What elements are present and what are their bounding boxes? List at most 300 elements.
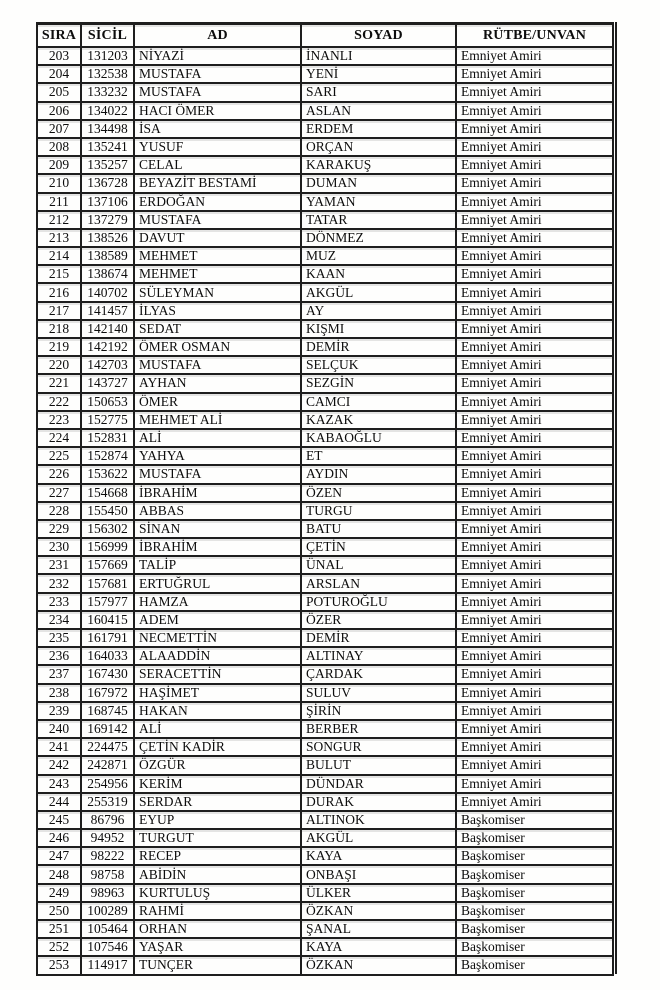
cell-soyad: KIŞMI (301, 320, 456, 338)
cell-sira: 237 (37, 665, 81, 683)
cell-rutbe-unvan: Emniyet Amiri (456, 374, 613, 392)
cell-ad: SÜLEYMAN (134, 283, 301, 301)
cell-sira: 212 (37, 211, 81, 229)
cell-ad: NECMETTİN (134, 629, 301, 647)
table-row (37, 320, 613, 338)
cell-rutbe-unvan: Başkomiser (456, 920, 613, 938)
cell-rutbe-unvan: Emniyet Amiri (456, 47, 613, 65)
cell-sira: 203 (37, 47, 81, 65)
table-row (37, 593, 613, 611)
cell-soyad: SULUV (301, 684, 456, 702)
table-row (37, 520, 613, 538)
cell-sicil: 135241 (81, 138, 134, 156)
cell-ad: SEDAT (134, 320, 301, 338)
table-row (37, 629, 613, 647)
cell-sicil: 255319 (81, 793, 134, 811)
cell-rutbe-unvan: Emniyet Amiri (456, 211, 613, 229)
cell-sicil: 137279 (81, 211, 134, 229)
table-row (37, 738, 613, 756)
cell-sira: 239 (37, 702, 81, 720)
cell-soyad: SELÇUK (301, 356, 456, 374)
table-row (37, 902, 613, 920)
cell-sicil: 135257 (81, 156, 134, 174)
table-row (37, 574, 613, 592)
cell-rutbe-unvan: Başkomiser (456, 956, 613, 974)
cell-sicil: 136728 (81, 174, 134, 192)
table-row (37, 465, 613, 483)
cell-sicil: 167430 (81, 665, 134, 683)
cell-ad: ALİ (134, 720, 301, 738)
cell-sicil: 137106 (81, 193, 134, 211)
cell-ad: İSA (134, 120, 301, 138)
header-sira: SIRA (37, 24, 81, 48)
cell-sicil: 156302 (81, 520, 134, 538)
cell-sicil: 86796 (81, 811, 134, 829)
cell-ad: İBRAHİM (134, 484, 301, 502)
cell-sira: 246 (37, 829, 81, 847)
cell-rutbe-unvan: Emniyet Amiri (456, 65, 613, 83)
table-row (37, 429, 613, 447)
cell-sira: 219 (37, 338, 81, 356)
cell-ad: TURGUT (134, 829, 301, 847)
cell-ad: SİNAN (134, 520, 301, 538)
cell-rutbe-unvan: Emniyet Amiri (456, 247, 613, 265)
cell-sicil: 152831 (81, 429, 134, 447)
table-row (37, 538, 613, 556)
cell-rutbe-unvan: Başkomiser (456, 811, 613, 829)
cell-sicil: 157977 (81, 593, 134, 611)
cell-rutbe-unvan: Emniyet Amiri (456, 629, 613, 647)
cell-sicil: 224475 (81, 738, 134, 756)
cell-rutbe-unvan: Emniyet Amiri (456, 775, 613, 793)
cell-sira: 208 (37, 138, 81, 156)
cell-ad: CELAL (134, 156, 301, 174)
cell-sicil: 138526 (81, 229, 134, 247)
cell-rutbe-unvan: Emniyet Amiri (456, 465, 613, 483)
cell-sicil: 114917 (81, 956, 134, 974)
table-header-row (37, 24, 613, 48)
cell-ad: İLYAS (134, 302, 301, 320)
cell-sira: 253 (37, 956, 81, 974)
cell-ad: NİYAZİ (134, 47, 301, 65)
cell-rutbe-unvan: Emniyet Amiri (456, 411, 613, 429)
cell-ad: KERİM (134, 775, 301, 793)
cell-ad: ABİDİN (134, 865, 301, 883)
cell-soyad: KAZAK (301, 411, 456, 429)
cell-sicil: 100289 (81, 902, 134, 920)
cell-sira: 251 (37, 920, 81, 938)
table-row (37, 302, 613, 320)
cell-rutbe-unvan: Emniyet Amiri (456, 283, 613, 301)
cell-ad: MEHMET (134, 247, 301, 265)
table-row (37, 484, 613, 502)
table-row (37, 156, 613, 174)
cell-soyad: DEMİR (301, 629, 456, 647)
cell-ad: YUSUF (134, 138, 301, 156)
cell-sicil: 152775 (81, 411, 134, 429)
cell-sira: 230 (37, 538, 81, 556)
cell-rutbe-unvan: Emniyet Amiri (456, 229, 613, 247)
cell-soyad: MUZ (301, 247, 456, 265)
cell-sicil: 254956 (81, 775, 134, 793)
cell-ad: DAVUT (134, 229, 301, 247)
cell-sicil: 164033 (81, 647, 134, 665)
cell-sira: 244 (37, 793, 81, 811)
table-row (37, 756, 613, 774)
cell-sicil: 98758 (81, 865, 134, 883)
cell-rutbe-unvan: Emniyet Amiri (456, 684, 613, 702)
cell-sira: 216 (37, 283, 81, 301)
cell-rutbe-unvan: Başkomiser (456, 865, 613, 883)
cell-soyad: KABAOĞLU (301, 429, 456, 447)
table-row (37, 556, 613, 574)
cell-sira: 233 (37, 593, 81, 611)
cell-soyad: ALTINAY (301, 647, 456, 665)
cell-sira: 206 (37, 102, 81, 120)
cell-rutbe-unvan: Emniyet Amiri (456, 502, 613, 520)
cell-sira: 224 (37, 429, 81, 447)
cell-sicil: 138674 (81, 265, 134, 283)
cell-ad: HAŞİMET (134, 684, 301, 702)
table-row (37, 665, 613, 683)
cell-soyad: ARSLAN (301, 574, 456, 592)
cell-ad: MUSTAFA (134, 83, 301, 101)
cell-sicil: 134022 (81, 102, 134, 120)
cell-sira: 250 (37, 902, 81, 920)
cell-rutbe-unvan: Emniyet Amiri (456, 793, 613, 811)
cell-rutbe-unvan: Emniyet Amiri (456, 429, 613, 447)
cell-sira: 238 (37, 684, 81, 702)
cell-ad: ABBAS (134, 502, 301, 520)
cell-sicil: 167972 (81, 684, 134, 702)
cell-ad: RECEP (134, 847, 301, 865)
cell-soyad: ŞANAL (301, 920, 456, 938)
cell-ad: HAMZA (134, 593, 301, 611)
table-row (37, 611, 613, 629)
cell-rutbe-unvan: Emniyet Amiri (456, 538, 613, 556)
cell-rutbe-unvan: Emniyet Amiri (456, 265, 613, 283)
cell-ad: ADEM (134, 611, 301, 629)
cell-sira: 207 (37, 120, 81, 138)
cell-sira: 236 (37, 647, 81, 665)
cell-sicil: 131203 (81, 47, 134, 65)
cell-sira: 217 (37, 302, 81, 320)
cell-ad: ÖZGÜR (134, 756, 301, 774)
cell-soyad: KAYA (301, 938, 456, 956)
table-row (37, 702, 613, 720)
table-row (37, 120, 613, 138)
cell-sicil: 142140 (81, 320, 134, 338)
table-row (37, 811, 613, 829)
cell-rutbe-unvan: Başkomiser (456, 938, 613, 956)
cell-sicil: 142703 (81, 356, 134, 374)
cell-soyad: ŞİRİN (301, 702, 456, 720)
cell-soyad: ÇARDAK (301, 665, 456, 683)
cell-soyad: ONBAŞI (301, 865, 456, 883)
cell-sicil: 98963 (81, 884, 134, 902)
cell-sira: 252 (37, 938, 81, 956)
table-row (37, 65, 613, 83)
cell-soyad: ÜLKER (301, 884, 456, 902)
cell-sira: 204 (37, 65, 81, 83)
cell-soyad: SARI (301, 83, 456, 101)
cell-sira: 232 (37, 574, 81, 592)
cell-ad: ALAADDİN (134, 647, 301, 665)
table-row (37, 247, 613, 265)
cell-sira: 243 (37, 775, 81, 793)
table-row (37, 775, 613, 793)
cell-soyad: SEZGİN (301, 374, 456, 392)
cell-sicil: 169142 (81, 720, 134, 738)
cell-sira: 235 (37, 629, 81, 647)
cell-soyad: TURGU (301, 502, 456, 520)
cell-soyad: ALTINOK (301, 811, 456, 829)
cell-soyad: AYDIN (301, 465, 456, 483)
cell-soyad: AY (301, 302, 456, 320)
cell-ad: TALİP (134, 556, 301, 574)
cell-rutbe-unvan: Emniyet Amiri (456, 484, 613, 502)
cell-rutbe-unvan: Emniyet Amiri (456, 665, 613, 683)
cell-sira: 241 (37, 738, 81, 756)
header-ad: AD (134, 24, 301, 48)
cell-sira: 220 (37, 356, 81, 374)
cell-soyad: ÖZKAN (301, 902, 456, 920)
cell-rutbe-unvan: Emniyet Amiri (456, 120, 613, 138)
cell-ad: HACI ÖMER (134, 102, 301, 120)
cell-soyad: AKGÜL (301, 283, 456, 301)
table-row (37, 847, 613, 865)
cell-sira: 226 (37, 465, 81, 483)
cell-ad: TUNÇER (134, 956, 301, 974)
table-row (37, 229, 613, 247)
cell-sicil: 143727 (81, 374, 134, 392)
cell-rutbe-unvan: Emniyet Amiri (456, 611, 613, 629)
table-row (37, 374, 613, 392)
cell-sicil: 160415 (81, 611, 134, 629)
cell-sira: 247 (37, 847, 81, 865)
cell-sicil: 138589 (81, 247, 134, 265)
cell-sira: 218 (37, 320, 81, 338)
cell-rutbe-unvan: Başkomiser (456, 829, 613, 847)
cell-sicil: 140702 (81, 283, 134, 301)
table-row (37, 647, 613, 665)
cell-soyad: ASLAN (301, 102, 456, 120)
cell-rutbe-unvan: Başkomiser (456, 902, 613, 920)
cell-rutbe-unvan: Emniyet Amiri (456, 102, 613, 120)
cell-sira: 225 (37, 447, 81, 465)
cell-soyad: POTUROĞLU (301, 593, 456, 611)
cell-soyad: DÖNMEZ (301, 229, 456, 247)
cell-soyad: DUMAN (301, 174, 456, 192)
cell-soyad: İNANLI (301, 47, 456, 65)
cell-sicil: 157681 (81, 574, 134, 592)
cell-rutbe-unvan: Emniyet Amiri (456, 174, 613, 192)
cell-rutbe-unvan: Emniyet Amiri (456, 556, 613, 574)
cell-soyad: BULUT (301, 756, 456, 774)
cell-rutbe-unvan: Emniyet Amiri (456, 647, 613, 665)
cell-rutbe-unvan: Emniyet Amiri (456, 702, 613, 720)
cell-ad: SERACETTİN (134, 665, 301, 683)
cell-sicil: 155450 (81, 502, 134, 520)
cell-sicil: 132538 (81, 65, 134, 83)
cell-ad: HAKAN (134, 702, 301, 720)
table-row (37, 393, 613, 411)
cell-soyad: CAMCI (301, 393, 456, 411)
cell-soyad: DÜNDAR (301, 775, 456, 793)
table-row (37, 265, 613, 283)
cell-soyad: KAYA (301, 847, 456, 865)
cell-soyad: AKGÜL (301, 829, 456, 847)
cell-rutbe-unvan: Emniyet Amiri (456, 193, 613, 211)
cell-rutbe-unvan: Emniyet Amiri (456, 574, 613, 592)
cell-sicil: 153622 (81, 465, 134, 483)
cell-rutbe-unvan: Emniyet Amiri (456, 393, 613, 411)
cell-rutbe-unvan: Emniyet Amiri (456, 447, 613, 465)
cell-sira: 228 (37, 502, 81, 520)
table-row (37, 138, 613, 156)
cell-ad: KURTULUŞ (134, 884, 301, 902)
header-soyad: SOYAD (301, 24, 456, 48)
cell-soyad: ÖZEN (301, 484, 456, 502)
table-outer-border-line (615, 22, 617, 974)
cell-ad: ALİ (134, 429, 301, 447)
personnel-table (36, 22, 614, 976)
table-row (37, 502, 613, 520)
cell-sira: 209 (37, 156, 81, 174)
table-row (37, 865, 613, 883)
cell-ad: MUSTAFA (134, 356, 301, 374)
cell-sira: 215 (37, 265, 81, 283)
cell-sicil: 94952 (81, 829, 134, 847)
table-row (37, 356, 613, 374)
cell-ad: ÇETİN KADİR (134, 738, 301, 756)
cell-soyad: KAAN (301, 265, 456, 283)
cell-sicil: 152874 (81, 447, 134, 465)
cell-sicil: 133232 (81, 83, 134, 101)
cell-sira: 249 (37, 884, 81, 902)
cell-soyad: SONGUR (301, 738, 456, 756)
cell-sicil: 141457 (81, 302, 134, 320)
cell-soyad: ÜNAL (301, 556, 456, 574)
cell-soyad: YAMAN (301, 193, 456, 211)
cell-sira: 210 (37, 174, 81, 192)
cell-rutbe-unvan: Emniyet Amiri (456, 756, 613, 774)
cell-ad: YAŞAR (134, 938, 301, 956)
cell-sicil: 157669 (81, 556, 134, 574)
cell-soyad: BERBER (301, 720, 456, 738)
cell-sicil: 242871 (81, 756, 134, 774)
cell-rutbe-unvan: Emniyet Amiri (456, 138, 613, 156)
cell-ad: RAHMİ (134, 902, 301, 920)
cell-rutbe-unvan: Emniyet Amiri (456, 156, 613, 174)
cell-soyad: DURAK (301, 793, 456, 811)
cell-rutbe-unvan: Emniyet Amiri (456, 738, 613, 756)
header-sicil: SİCİL (81, 24, 134, 48)
cell-sira: 211 (37, 193, 81, 211)
cell-sira: 227 (37, 484, 81, 502)
cell-sira: 221 (37, 374, 81, 392)
cell-soyad: YENİ (301, 65, 456, 83)
cell-rutbe-unvan: Emniyet Amiri (456, 320, 613, 338)
cell-soyad: DEMİR (301, 338, 456, 356)
table-row (37, 793, 613, 811)
cell-soyad: ÖZER (301, 611, 456, 629)
cell-soyad: ERDEM (301, 120, 456, 138)
table-row (37, 411, 613, 429)
cell-sicil: 156999 (81, 538, 134, 556)
cell-ad: MEHMET ALİ (134, 411, 301, 429)
table-row (37, 174, 613, 192)
cell-soyad: ÇETİN (301, 538, 456, 556)
cell-rutbe-unvan: Emniyet Amiri (456, 720, 613, 738)
cell-sicil: 168745 (81, 702, 134, 720)
cell-ad: SERDAR (134, 793, 301, 811)
cell-ad: ÖMER (134, 393, 301, 411)
cell-soyad: ET (301, 447, 456, 465)
cell-ad: EYUP (134, 811, 301, 829)
cell-sira: 242 (37, 756, 81, 774)
table-row (37, 920, 613, 938)
cell-rutbe-unvan: Başkomiser (456, 847, 613, 865)
cell-sicil: 134498 (81, 120, 134, 138)
cell-ad: MUSTAFA (134, 465, 301, 483)
table-row (37, 338, 613, 356)
cell-sira: 245 (37, 811, 81, 829)
table-row (37, 47, 613, 65)
table-row (37, 684, 613, 702)
cell-ad: ORHAN (134, 920, 301, 938)
cell-ad: MUSTAFA (134, 65, 301, 83)
cell-rutbe-unvan: Emniyet Amiri (456, 356, 613, 374)
cell-ad: MUSTAFA (134, 211, 301, 229)
cell-rutbe-unvan: Emniyet Amiri (456, 593, 613, 611)
cell-ad: MEHMET (134, 265, 301, 283)
cell-ad: BEYAZİT BESTAMİ (134, 174, 301, 192)
cell-rutbe-unvan: Emniyet Amiri (456, 520, 613, 538)
table-row (37, 956, 613, 974)
cell-sira: 223 (37, 411, 81, 429)
table-row (37, 193, 613, 211)
cell-sira: 248 (37, 865, 81, 883)
table-body (37, 47, 613, 975)
cell-soyad: TATAR (301, 211, 456, 229)
cell-sicil: 98222 (81, 847, 134, 865)
cell-soyad: KARAKUŞ (301, 156, 456, 174)
table-row (37, 83, 613, 101)
cell-sira: 205 (37, 83, 81, 101)
cell-sira: 240 (37, 720, 81, 738)
cell-soyad: ÖZKAN (301, 956, 456, 974)
cell-sira: 234 (37, 611, 81, 629)
cell-ad: ÖMER OSMAN (134, 338, 301, 356)
table-row (37, 283, 613, 301)
cell-sicil: 150653 (81, 393, 134, 411)
table-row (37, 884, 613, 902)
cell-ad: İBRAHİM (134, 538, 301, 556)
cell-sira: 222 (37, 393, 81, 411)
cell-sicil: 142192 (81, 338, 134, 356)
table-row (37, 720, 613, 738)
cell-ad: YAHYA (134, 447, 301, 465)
cell-soyad: BATU (301, 520, 456, 538)
cell-rutbe-unvan: Başkomiser (456, 884, 613, 902)
cell-sicil: 105464 (81, 920, 134, 938)
header-rutbe-unvan: RÜTBE/UNVAN (456, 24, 613, 48)
table-row (37, 829, 613, 847)
table-row (37, 447, 613, 465)
cell-ad: AYHAN (134, 374, 301, 392)
cell-rutbe-unvan: Emniyet Amiri (456, 338, 613, 356)
